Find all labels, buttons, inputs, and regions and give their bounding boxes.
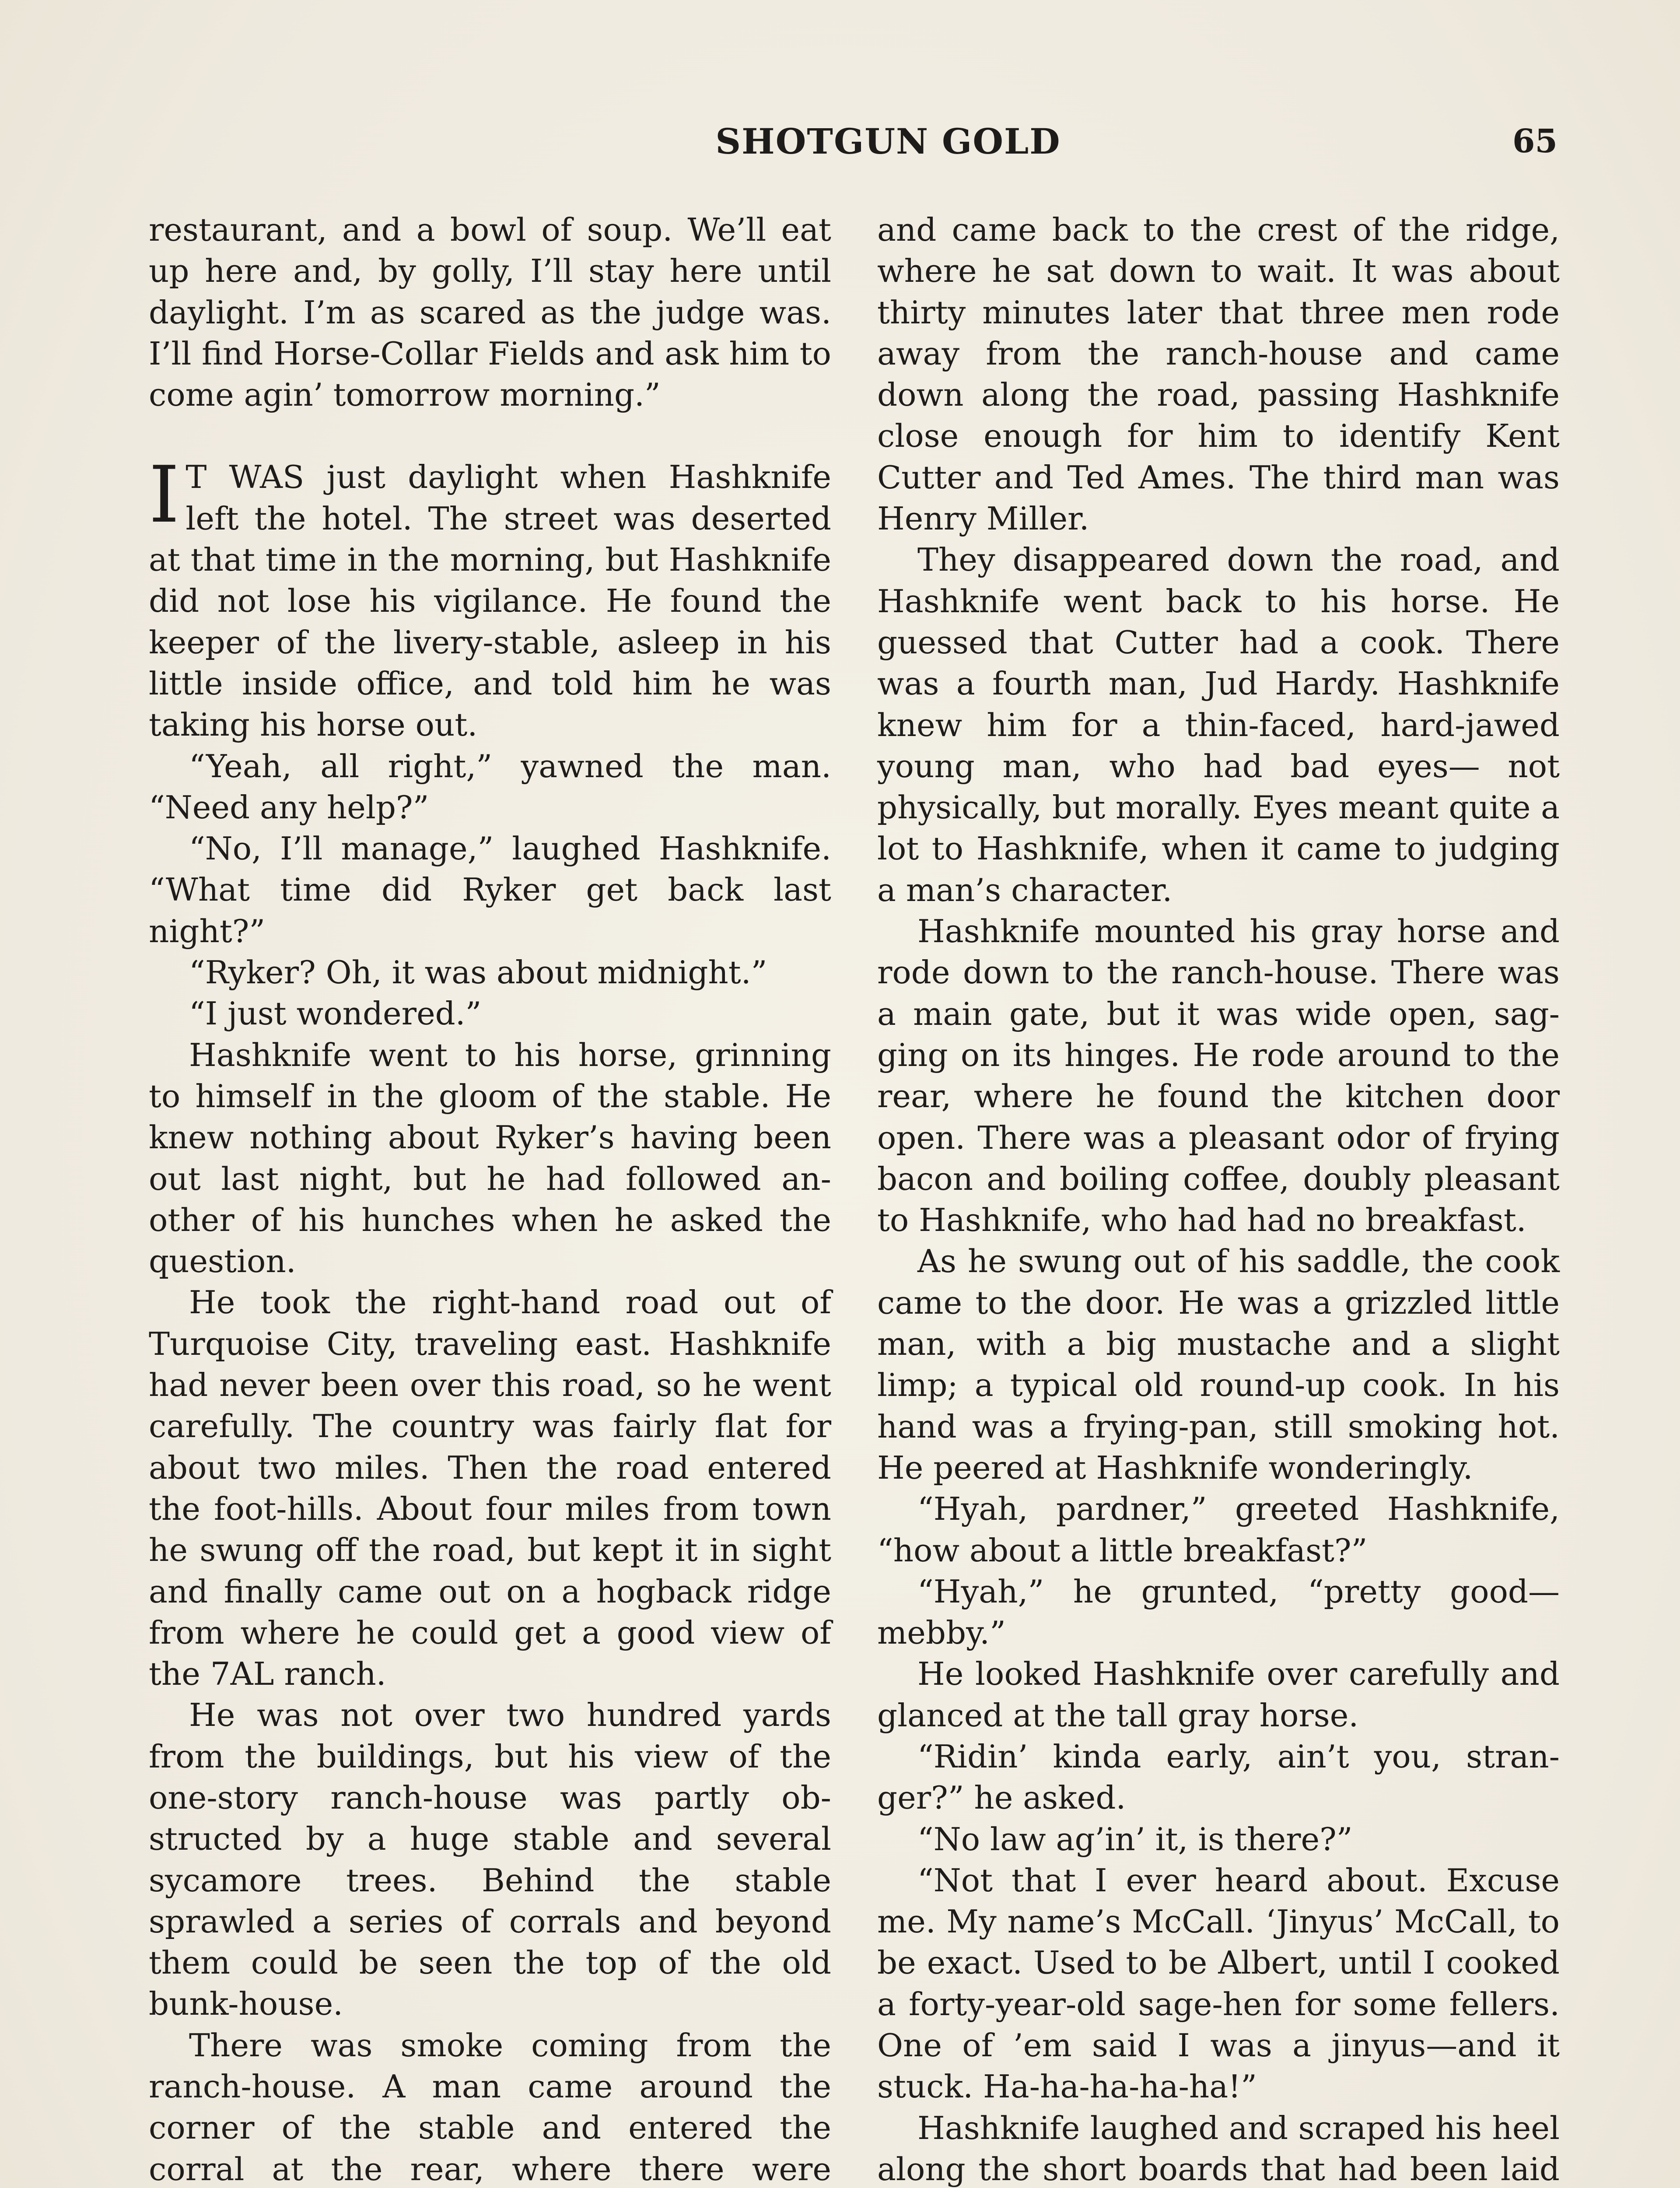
paragraph: “Not that I ever heard about. Excuse me. My name’s McCall. ‘Jinyus’ McCall, to be exact. Used to be Albert, until I cooked a forty-year-old sage-hen for some fellers. One of ’em said I was a jinyus—and it stuck. Ha-ha-ha-ha-ha!” [877,1862,1560,2105]
paragraph: restaurant, and a bowl of soup. We’ll eat up here and, by golly, I’ll stay here until daylight. I’m as scared as the judge was. I’ll find Horse-Collar Fields and ask him to come agin’ tomorrow morning.” [149,211,831,414]
paragraph: He looked Hashknife over carefully and glanced at the tall gray horse. [877,1655,1560,1734]
chapter-opening-paragraph [149,449,831,745]
paragraph: “Hyah, pardner,” greeted Hashknife, “how about a little breakfast?” [877,1490,1560,1569]
quote-mark: “ [189,747,206,785]
paragraph: There was smoke coming from the ranch-house. A man came around the corner of the stable and entered the corral at the rear, where there were [149,2027,831,2188]
paragraph: He was not over two hundred yards from the buildings, but his view of the one-story ranch-house was partly obstructed by a huge stable and several sycamore trees. Behind the stable sprawled a series of corrals and beyond them could be seen the top of the old bunk-house. [149,1697,831,2023]
running-title: SHOTGUN GOLD [715,121,1061,162]
paragraph: They disappeared down the road, and Hashknife went back to his horse. He guessed that Cutter had a cook. There was a fourth man, Jud Hardy. Hashknife knew him for a thin-faced, hard-jawed young man, who had bad eyes— not physically, but morally. Eyes meant quite a lot to Hashknife, when it came to judging a man’s character. [877,541,1560,908]
paragraph: “No law ag’in’ it, is there?” [917,1820,1353,1858]
paragraph: Hashknife went to his horse, grinning to himself in the gloom of the stable. He knew nothing about Ryker’s having been out last night, but he had followed another of his hunches when he asked the question. [149,1036,831,1280]
paragraph [149,746,831,828]
paragraph: “Ryker? Oh, it was about midnight.” [189,954,767,991]
drop-cap: I [149,449,180,540]
page-number: 65 [1512,123,1558,160]
opening-text: T WAS just daylight when Hashknife left the hotel. The street was deserted at that time in the morning, but Hashknife did not lose his vigilance. He found the keeper of the livery-stable, asleep in his little inside office, and told him he was taking his horse out. [149,459,831,743]
paragraph: “I just wondered.” [189,995,482,1032]
text-column-left [149,209,831,2188]
paragraph: “Ridin’ kinda early, ain’t you, stranger?” he asked. [877,1738,1560,1816]
page-header [149,117,1558,165]
paragraph: “Hyah,” he grunted, “pretty good— mebby.” [877,1573,1560,1652]
paragraph: Hashknife laughed and scraped his heel along the short boards that had been laid [877,2109,1560,2188]
text-column-right [877,209,1560,2188]
paragraph: and came back to the crest of the ridge, where he sat down to wait. It was about thirty minutes later that three men rode away from the ranch-house and came down along the road, passing Hashknife close enough for him to identify Kent Cutter and Ted Ames. The third man was Henry Miller. [877,211,1560,537]
paragraph: He took the right-hand road out of Turquoise City, traveling east. Hashknife had never been over this road, so he went carefully. The country was fairly flat for about two miles. Then the road entered the foot-hills. About four miles from town he swung off the road, but kept it in sight and finally came out on a hogback ridge from where he could get a good view of the 7AL ranch. [149,1284,831,1693]
dialogue-text: Yeah, all right,” yawned the man. “Need any help?” [149,747,831,826]
paragraph: As he swung out of his saddle, the cook came to the door. He was a grizzled little man, with a big mustache and a slight limp; a typical old round-up cook. In his hand was a frying-pan, still smoking hot. He peered at Hashknife wonderingly. [877,1243,1560,1486]
paragraph: Hashknife mounted his gray horse and rode down to the ranch-house. There was a main gate, but it was wide open, sagging on its hinges. He rode around to the rear, where he found the kitchen door open. There was a pleasant odor of frying bacon and boiling coffee, doubly pleasant to Hashknife, who had had no breakfast. [877,913,1560,1239]
paragraph: “No, I’ll manage,” laughed Hashknife. “What time did Ryker get back last night?” [149,830,831,950]
